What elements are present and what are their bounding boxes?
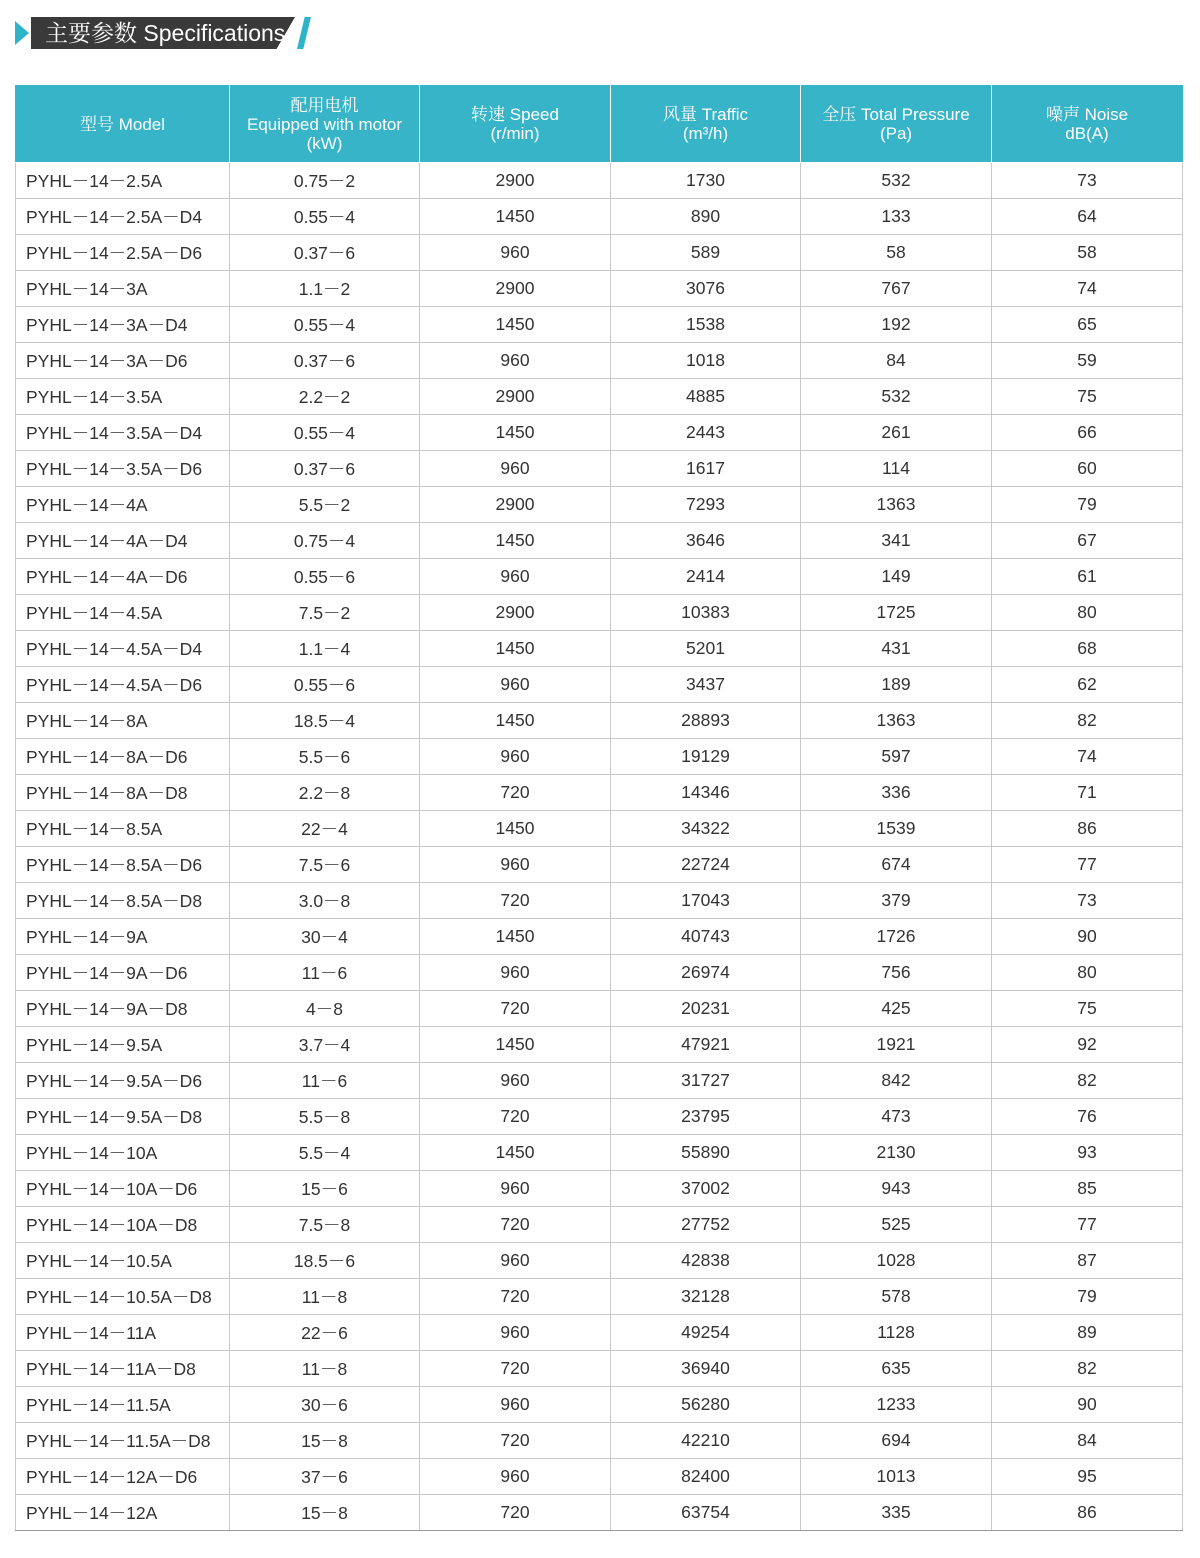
motor-cell: 0.75－4 bbox=[230, 523, 420, 559]
pressure-cell: 114 bbox=[801, 451, 992, 487]
noise-cell: 75 bbox=[992, 991, 1183, 1027]
traffic-cell: 23795 bbox=[611, 1099, 801, 1135]
noise-cell: 79 bbox=[992, 1279, 1183, 1315]
traffic-cell: 36940 bbox=[611, 1351, 801, 1387]
speed-cell: 720 bbox=[420, 1495, 611, 1531]
table-row bbox=[16, 415, 1183, 451]
header-line: dB(A) bbox=[1065, 124, 1109, 143]
table-row bbox=[16, 1279, 1183, 1315]
header-line: (m³/h) bbox=[682, 124, 729, 143]
pressure-cell: 425 bbox=[801, 991, 992, 1027]
model-cell: PYHL－14－3A－D6 bbox=[16, 343, 230, 379]
motor-cell: 4－8 bbox=[230, 991, 420, 1027]
model-cell: PYHL－14－9.5A－D8 bbox=[16, 1099, 230, 1135]
model-cell: PYHL－14－3A－D4 bbox=[16, 307, 230, 343]
motor-cell: 7.5－8 bbox=[230, 1207, 420, 1243]
noise-cell: 74 bbox=[992, 271, 1183, 307]
table-row bbox=[16, 919, 1183, 955]
table-row bbox=[16, 559, 1183, 595]
model-cell: PYHL－14－9.5A－D6 bbox=[16, 1063, 230, 1099]
speed-cell: 960 bbox=[420, 1315, 611, 1351]
noise-cell: 90 bbox=[992, 1387, 1183, 1423]
table-row bbox=[16, 631, 1183, 667]
noise-cell: 74 bbox=[992, 739, 1183, 775]
traffic-cell: 27752 bbox=[611, 1207, 801, 1243]
model-cell: PYHL－14－10A－D6 bbox=[16, 1171, 230, 1207]
table-header bbox=[16, 86, 1183, 163]
model-cell: PYHL－14－2.5A－D6 bbox=[16, 235, 230, 271]
table-row bbox=[16, 1207, 1183, 1243]
table-row bbox=[16, 523, 1183, 559]
table-row bbox=[16, 1171, 1183, 1207]
model-cell: PYHL－14－4.5A bbox=[16, 595, 230, 631]
noise-cell: 86 bbox=[992, 1495, 1183, 1531]
noise-cell: 82 bbox=[992, 1351, 1183, 1387]
noise-cell: 68 bbox=[992, 631, 1183, 667]
table-row bbox=[16, 307, 1183, 343]
motor-cell: 22－4 bbox=[230, 811, 420, 847]
model-cell: PYHL－14－4A－D4 bbox=[16, 523, 230, 559]
pressure-cell: 2130 bbox=[801, 1135, 992, 1171]
traffic-cell: 42838 bbox=[611, 1243, 801, 1279]
motor-cell: 5.5－4 bbox=[230, 1135, 420, 1171]
noise-cell: 82 bbox=[992, 1063, 1183, 1099]
pressure-cell: 1725 bbox=[801, 595, 992, 631]
speed-cell: 720 bbox=[420, 1279, 611, 1315]
motor-cell: 0.37－6 bbox=[230, 235, 420, 271]
noise-cell: 67 bbox=[992, 523, 1183, 559]
noise-cell: 84 bbox=[992, 1423, 1183, 1459]
model-header bbox=[16, 86, 230, 163]
noise-cell: 66 bbox=[992, 415, 1183, 451]
table-row bbox=[16, 991, 1183, 1027]
motor-cell: 7.5－2 bbox=[230, 595, 420, 631]
motor-cell: 0.55－4 bbox=[230, 199, 420, 235]
model-cell: PYHL－14－3.5A－D4 bbox=[16, 415, 230, 451]
model-cell: PYHL－14－3A bbox=[16, 271, 230, 307]
noise-cell: 93 bbox=[992, 1135, 1183, 1171]
traffic-cell: 5201 bbox=[611, 631, 801, 667]
header-line: (kW) bbox=[306, 133, 343, 153]
motor-cell: 5.5－2 bbox=[230, 487, 420, 523]
motor-cell: 1.1－2 bbox=[230, 271, 420, 307]
traffic-cell: 26974 bbox=[611, 955, 801, 991]
traffic-cell: 1018 bbox=[611, 343, 801, 379]
speed-cell: 720 bbox=[420, 775, 611, 811]
table-row bbox=[16, 451, 1183, 487]
header-line: 型号 Model bbox=[79, 114, 166, 134]
motor-cell: 18.5－6 bbox=[230, 1243, 420, 1279]
table-row bbox=[16, 1063, 1183, 1099]
noise-cell: 65 bbox=[992, 307, 1183, 343]
table-row bbox=[16, 343, 1183, 379]
noise-cell: 80 bbox=[992, 595, 1183, 631]
speed-cell: 720 bbox=[420, 1099, 611, 1135]
pressure-cell: 767 bbox=[801, 271, 992, 307]
motor-cell: 5.5－8 bbox=[230, 1099, 420, 1135]
table-row bbox=[16, 595, 1183, 631]
traffic-cell: 1538 bbox=[611, 307, 801, 343]
noise-cell: 77 bbox=[992, 847, 1183, 883]
table-row bbox=[16, 1135, 1183, 1171]
table-row bbox=[16, 847, 1183, 883]
table-row bbox=[16, 235, 1183, 271]
table-row bbox=[16, 1423, 1183, 1459]
speed-cell: 960 bbox=[420, 559, 611, 595]
pressure-cell: 532 bbox=[801, 163, 992, 199]
pressure-cell: 473 bbox=[801, 1099, 992, 1135]
pressure-cell: 1128 bbox=[801, 1315, 992, 1351]
motor-cell: 11－6 bbox=[230, 1063, 420, 1099]
motor-cell: 2.2－2 bbox=[230, 379, 420, 415]
specifications-table bbox=[15, 85, 1183, 1531]
pressure-cell: 842 bbox=[801, 1063, 992, 1099]
table-row bbox=[16, 271, 1183, 307]
model-cell: PYHL－14－4.5A－D4 bbox=[16, 631, 230, 667]
pressure-cell: 1363 bbox=[801, 487, 992, 523]
noise-cell: 73 bbox=[992, 163, 1183, 199]
speed-cell: 2900 bbox=[420, 271, 611, 307]
model-cell: PYHL－14－4A－D6 bbox=[16, 559, 230, 595]
model-cell: PYHL－14－8.5A－D8 bbox=[16, 883, 230, 919]
noise-cell: 80 bbox=[992, 955, 1183, 991]
motor-cell: 37－6 bbox=[230, 1459, 420, 1495]
speed-cell: 1450 bbox=[420, 811, 611, 847]
traffic-cell: 890 bbox=[611, 199, 801, 235]
model-cell: PYHL－14－8A－D6 bbox=[16, 739, 230, 775]
motor-cell: 30－4 bbox=[230, 919, 420, 955]
pressure-cell: 578 bbox=[801, 1279, 992, 1315]
table-row bbox=[16, 955, 1183, 991]
motor-cell: 22－6 bbox=[230, 1315, 420, 1351]
speed-cell: 720 bbox=[420, 991, 611, 1027]
table-row bbox=[16, 1387, 1183, 1423]
speed-cell: 960 bbox=[420, 1459, 611, 1495]
pressure-cell: 1921 bbox=[801, 1027, 992, 1063]
table-row bbox=[16, 811, 1183, 847]
noise-cell: 58 bbox=[992, 235, 1183, 271]
traffic-cell: 28893 bbox=[611, 703, 801, 739]
noise-cell: 77 bbox=[992, 1207, 1183, 1243]
model-cell: PYHL－14－9.5A bbox=[16, 1027, 230, 1063]
motor-cell: 2.2－8 bbox=[230, 775, 420, 811]
motor-cell: 15－8 bbox=[230, 1495, 420, 1531]
motor-cell: 15－6 bbox=[230, 1171, 420, 1207]
pressure-cell: 189 bbox=[801, 667, 992, 703]
pressure-header bbox=[801, 86, 992, 163]
table-row bbox=[16, 487, 1183, 523]
table-row bbox=[16, 1459, 1183, 1495]
header-line: 配用电机 bbox=[290, 95, 359, 115]
speed-cell: 960 bbox=[420, 955, 611, 991]
traffic-cell: 63754 bbox=[611, 1495, 801, 1531]
model-cell: PYHL－14－9A－D8 bbox=[16, 991, 230, 1027]
header-line: 全压 Total Pressure bbox=[822, 105, 970, 124]
pressure-cell: 84 bbox=[801, 343, 992, 379]
motor-cell: 11－8 bbox=[230, 1351, 420, 1387]
model-cell: PYHL－14－2.5A－D4 bbox=[16, 199, 230, 235]
model-cell: PYHL－14－11.5A－D8 bbox=[16, 1423, 230, 1459]
traffic-cell: 1617 bbox=[611, 451, 801, 487]
model-cell: PYHL－14－10A－D8 bbox=[16, 1207, 230, 1243]
noise-cell: 82 bbox=[992, 703, 1183, 739]
traffic-cell: 17043 bbox=[611, 883, 801, 919]
pressure-cell: 335 bbox=[801, 1495, 992, 1531]
traffic-cell: 20231 bbox=[611, 991, 801, 1027]
model-cell: PYHL－14－11A bbox=[16, 1315, 230, 1351]
speed-cell: 960 bbox=[420, 343, 611, 379]
traffic-cell: 40743 bbox=[611, 919, 801, 955]
speed-cell: 960 bbox=[420, 1387, 611, 1423]
pressure-cell: 532 bbox=[801, 379, 992, 415]
noise-cell: 73 bbox=[992, 883, 1183, 919]
motor-cell: 1.1－4 bbox=[230, 631, 420, 667]
table-row bbox=[16, 703, 1183, 739]
traffic-header bbox=[611, 86, 801, 163]
traffic-cell: 47921 bbox=[611, 1027, 801, 1063]
noise-cell: 59 bbox=[992, 343, 1183, 379]
traffic-cell: 589 bbox=[611, 235, 801, 271]
traffic-cell: 10383 bbox=[611, 595, 801, 631]
model-cell: PYHL－14－10.5A bbox=[16, 1243, 230, 1279]
model-cell: PYHL－14－3.5A bbox=[16, 379, 230, 415]
pressure-cell: 597 bbox=[801, 739, 992, 775]
traffic-cell: 3076 bbox=[611, 271, 801, 307]
speed-cell: 1450 bbox=[420, 919, 611, 955]
pressure-cell: 1233 bbox=[801, 1387, 992, 1423]
table-row bbox=[16, 1243, 1183, 1279]
traffic-cell: 49254 bbox=[611, 1315, 801, 1351]
table-row bbox=[16, 883, 1183, 919]
motor-cell: 0.55－6 bbox=[230, 559, 420, 595]
noise-cell: 87 bbox=[992, 1243, 1183, 1279]
speed-cell: 2900 bbox=[420, 379, 611, 415]
speed-cell: 720 bbox=[420, 1207, 611, 1243]
speed-cell: 720 bbox=[420, 1351, 611, 1387]
model-cell: PYHL－14－8.5A－D6 bbox=[16, 847, 230, 883]
speed-cell: 2900 bbox=[420, 595, 611, 631]
pressure-cell: 431 bbox=[801, 631, 992, 667]
noise-cell: 95 bbox=[992, 1459, 1183, 1495]
header-line: (Pa) bbox=[879, 124, 913, 143]
traffic-cell: 34322 bbox=[611, 811, 801, 847]
motor-cell: 18.5－4 bbox=[230, 703, 420, 739]
table-row bbox=[16, 739, 1183, 775]
table-body bbox=[16, 163, 1183, 1531]
speed-cell: 1450 bbox=[420, 307, 611, 343]
traffic-cell: 3646 bbox=[611, 523, 801, 559]
model-cell: PYHL－14－4A bbox=[16, 487, 230, 523]
pressure-cell: 674 bbox=[801, 847, 992, 883]
noise-cell: 62 bbox=[992, 667, 1183, 703]
pressure-cell: 192 bbox=[801, 307, 992, 343]
pressure-cell: 58 bbox=[801, 235, 992, 271]
speed-cell: 1450 bbox=[420, 199, 611, 235]
model-cell: PYHL－14－10A bbox=[16, 1135, 230, 1171]
model-cell: PYHL－14－11.5A bbox=[16, 1387, 230, 1423]
motor-cell: 5.5－6 bbox=[230, 739, 420, 775]
speed-cell: 2900 bbox=[420, 163, 611, 199]
speed-cell: 1450 bbox=[420, 1027, 611, 1063]
speed-cell: 2900 bbox=[420, 487, 611, 523]
noise-header bbox=[992, 86, 1183, 163]
speed-cell: 960 bbox=[420, 1243, 611, 1279]
table-row bbox=[16, 667, 1183, 703]
pressure-cell: 1539 bbox=[801, 811, 992, 847]
pressure-cell: 149 bbox=[801, 559, 992, 595]
traffic-cell: 22724 bbox=[611, 847, 801, 883]
model-cell: PYHL－14－12A－D6 bbox=[16, 1459, 230, 1495]
speed-cell: 1450 bbox=[420, 523, 611, 559]
model-cell: PYHL－14－9A－D6 bbox=[16, 955, 230, 991]
speed-cell: 960 bbox=[420, 1063, 611, 1099]
traffic-cell: 19129 bbox=[611, 739, 801, 775]
motor-cell: 0.55－4 bbox=[230, 307, 420, 343]
header-row bbox=[16, 86, 1183, 163]
table-row bbox=[16, 199, 1183, 235]
traffic-cell: 2414 bbox=[611, 559, 801, 595]
table-row bbox=[16, 379, 1183, 415]
model-cell: PYHL－14－10.5A－D8 bbox=[16, 1279, 230, 1315]
noise-cell: 85 bbox=[992, 1171, 1183, 1207]
motor-cell: 0.55－4 bbox=[230, 415, 420, 451]
noise-cell: 79 bbox=[992, 487, 1183, 523]
pressure-cell: 261 bbox=[801, 415, 992, 451]
table-row bbox=[16, 1315, 1183, 1351]
speed-cell: 1450 bbox=[420, 631, 611, 667]
pressure-cell: 635 bbox=[801, 1351, 992, 1387]
header-line: 转速 Speed bbox=[471, 105, 559, 124]
model-cell: PYHL－14－11A－D8 bbox=[16, 1351, 230, 1387]
noise-cell: 76 bbox=[992, 1099, 1183, 1135]
traffic-cell: 1730 bbox=[611, 163, 801, 199]
pressure-cell: 133 bbox=[801, 199, 992, 235]
pressure-cell: 1363 bbox=[801, 703, 992, 739]
section-title: 主要参数 Specifications bbox=[45, 20, 286, 46]
speed-cell: 1450 bbox=[420, 703, 611, 739]
motor-cell: 0.75－2 bbox=[230, 163, 420, 199]
slash-accent bbox=[297, 17, 311, 49]
noise-cell: 86 bbox=[992, 811, 1183, 847]
header-line: 噪声 Noise bbox=[1045, 105, 1129, 124]
noise-cell: 71 bbox=[992, 775, 1183, 811]
motor-cell: 3.7－4 bbox=[230, 1027, 420, 1063]
speed-cell: 720 bbox=[420, 883, 611, 919]
model-cell: PYHL－14－8A－D8 bbox=[16, 775, 230, 811]
pressure-cell: 943 bbox=[801, 1171, 992, 1207]
motor-cell: 11－8 bbox=[230, 1279, 420, 1315]
traffic-cell: 55890 bbox=[611, 1135, 801, 1171]
table-row bbox=[16, 1027, 1183, 1063]
pressure-cell: 1013 bbox=[801, 1459, 992, 1495]
pressure-cell: 694 bbox=[801, 1423, 992, 1459]
speed-cell: 720 bbox=[420, 1423, 611, 1459]
traffic-cell: 56280 bbox=[611, 1387, 801, 1423]
header-line: (r/min) bbox=[490, 124, 540, 143]
pressure-cell: 1028 bbox=[801, 1243, 992, 1279]
motor-cell: 0.55－6 bbox=[230, 667, 420, 703]
speed-cell: 960 bbox=[420, 451, 611, 487]
model-cell: PYHL－14－9A bbox=[16, 919, 230, 955]
motor-cell: 0.37－6 bbox=[230, 451, 420, 487]
noise-cell: 90 bbox=[992, 919, 1183, 955]
traffic-cell: 31727 bbox=[611, 1063, 801, 1099]
traffic-cell: 4885 bbox=[611, 379, 801, 415]
header-line: 风量 Traffic bbox=[662, 105, 748, 124]
table-row bbox=[16, 1351, 1183, 1387]
model-cell: PYHL－14－12A bbox=[16, 1495, 230, 1531]
traffic-cell: 42210 bbox=[611, 1423, 801, 1459]
noise-cell: 61 bbox=[992, 559, 1183, 595]
motor-header bbox=[230, 86, 420, 163]
motor-cell: 15－8 bbox=[230, 1423, 420, 1459]
model-cell: PYHL－14－8.5A bbox=[16, 811, 230, 847]
noise-cell: 75 bbox=[992, 379, 1183, 415]
arrow-icon bbox=[15, 21, 29, 45]
motor-cell: 0.37－6 bbox=[230, 343, 420, 379]
traffic-cell: 2443 bbox=[611, 415, 801, 451]
pressure-cell: 1726 bbox=[801, 919, 992, 955]
noise-cell: 64 bbox=[992, 199, 1183, 235]
pressure-cell: 336 bbox=[801, 775, 992, 811]
speed-cell: 960 bbox=[420, 1171, 611, 1207]
header-line: Equipped with motor bbox=[247, 114, 402, 134]
pressure-cell: 341 bbox=[801, 523, 992, 559]
model-cell: PYHL－14－3.5A－D6 bbox=[16, 451, 230, 487]
pressure-cell: 379 bbox=[801, 883, 992, 919]
noise-cell: 60 bbox=[992, 451, 1183, 487]
speed-header bbox=[420, 86, 611, 163]
model-cell: PYHL－14－8A bbox=[16, 703, 230, 739]
table-row bbox=[16, 163, 1183, 199]
speed-cell: 1450 bbox=[420, 415, 611, 451]
traffic-cell: 7293 bbox=[611, 487, 801, 523]
motor-cell: 3.0－8 bbox=[230, 883, 420, 919]
traffic-cell: 3437 bbox=[611, 667, 801, 703]
motor-cell: 7.5－6 bbox=[230, 847, 420, 883]
pressure-cell: 756 bbox=[801, 955, 992, 991]
motor-cell: 11－6 bbox=[230, 955, 420, 991]
noise-cell: 89 bbox=[992, 1315, 1183, 1351]
speed-cell: 960 bbox=[420, 235, 611, 271]
traffic-cell: 82400 bbox=[611, 1459, 801, 1495]
motor-cell: 30－6 bbox=[230, 1387, 420, 1423]
speed-cell: 960 bbox=[420, 739, 611, 775]
table-row bbox=[16, 1099, 1183, 1135]
traffic-cell: 37002 bbox=[611, 1171, 801, 1207]
speed-cell: 960 bbox=[420, 667, 611, 703]
table-row bbox=[16, 1495, 1183, 1531]
speed-cell: 1450 bbox=[420, 1135, 611, 1171]
speed-cell: 960 bbox=[420, 847, 611, 883]
pressure-cell: 525 bbox=[801, 1207, 992, 1243]
traffic-cell: 32128 bbox=[611, 1279, 801, 1315]
noise-cell: 92 bbox=[992, 1027, 1183, 1063]
model-cell: PYHL－14－4.5A－D6 bbox=[16, 667, 230, 703]
table-row bbox=[16, 775, 1183, 811]
traffic-cell: 14346 bbox=[611, 775, 801, 811]
model-cell: PYHL－14－2.5A bbox=[16, 163, 230, 199]
